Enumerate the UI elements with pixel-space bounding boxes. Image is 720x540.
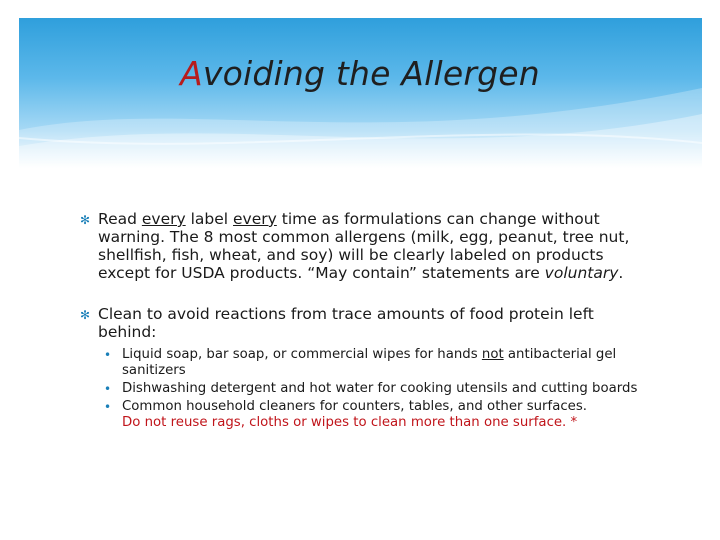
title-banner — [19, 18, 702, 168]
text-run: Clean to avoid reactions from trace amounts of food protein left behind: — [98, 305, 594, 341]
text-run: Read — [98, 210, 142, 228]
italic-text: voluntary — [544, 264, 619, 282]
underlined-text: every — [141, 210, 186, 228]
page-title — [0, 54, 720, 93]
text-run: label — [185, 210, 234, 228]
warning-text: Do not reuse rags, cloths or wipes to clean more than one surface. * — [122, 415, 578, 430]
underlined-text: every — [233, 210, 277, 228]
bullet-read-labels — [80, 210, 650, 282]
sub-bullet-hands — [80, 347, 650, 379]
sub-bullet-surfaces — [80, 399, 650, 431]
dot-bullet-icon: • — [104, 400, 112, 414]
bullet-clean — [80, 305, 650, 341]
dot-bullet-icon: • — [104, 348, 112, 362]
text-run: Common household cleaners for counters, tables, and other surfaces. — [122, 399, 588, 414]
underlined-text: not — [481, 347, 504, 362]
text-run: Dishwashing detergent and hot water for cooking utensils and cutting boards — [122, 381, 638, 396]
text-run: time as formulations can change without warning. The 8 most common allergens (milk, egg, peanut, tree nut, shellfish, fish, wheat, and soy) will be clearly labeled on products except for USDA products. “May contain” statements are — [98, 210, 630, 282]
title-first-letter: A — [180, 54, 203, 93]
text-run: antibacterial gel sanitizers — [122, 347, 617, 378]
text-run: Liquid soap, bar soap, or commercial wipes for hands — [122, 347, 482, 362]
asterisk-bullet-icon: ✻ — [80, 213, 91, 227]
text-run: . — [618, 264, 624, 282]
asterisk-bullet-icon: ✻ — [80, 308, 91, 322]
dot-bullet-icon: • — [104, 382, 112, 396]
content-body — [80, 210, 650, 431]
wave-decoration — [19, 18, 702, 168]
title-rest: voiding the Allergen — [202, 54, 540, 93]
sub-bullet-utensils — [80, 381, 650, 397]
